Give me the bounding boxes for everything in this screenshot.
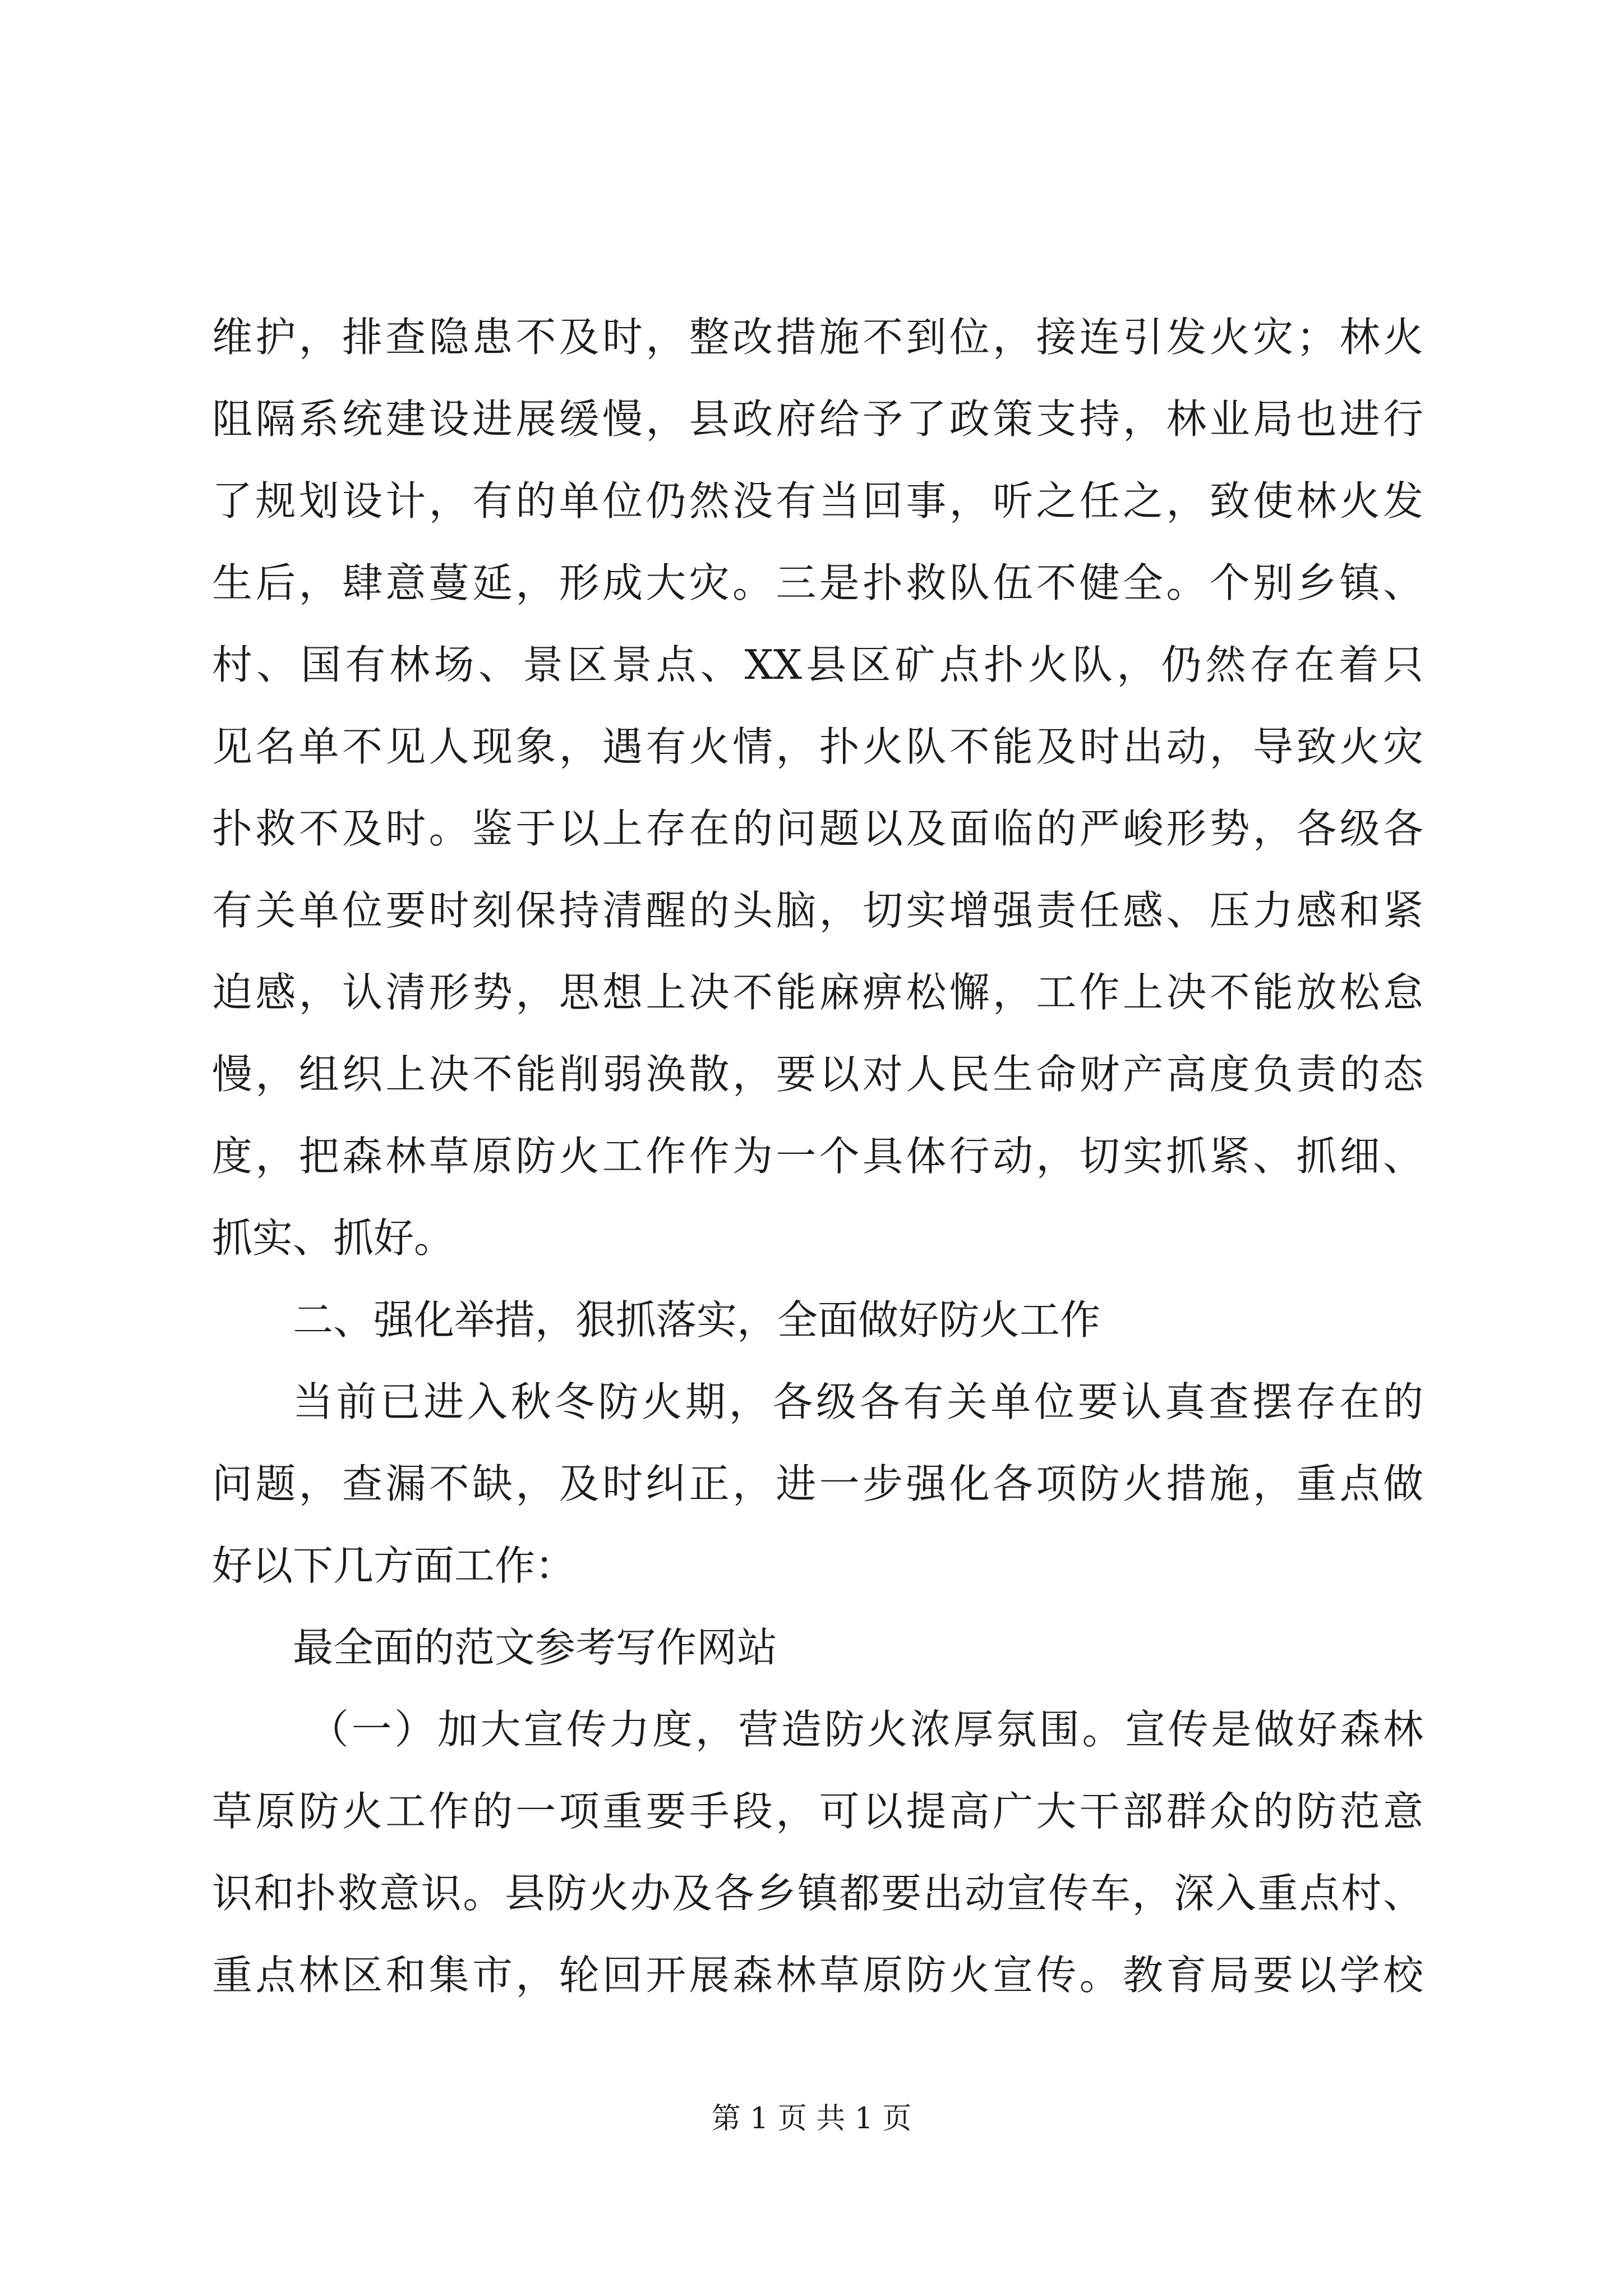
text-line: 见名单不见人现象，遇有火情，扑火队不能及时出动，导致火灾 xyxy=(212,723,1423,770)
text-line: 迫感，认清形势，思想上决不能麻痹松懈，工作上决不能放松怠 xyxy=(212,969,1423,1016)
body-text xyxy=(212,296,1423,2016)
section-heading: 二、强化举措，狠抓落实，全面做好防火工作 xyxy=(293,1296,1101,1343)
subsection-line: （一）加大宣传力度，营造防火浓厚氛围。宣传是做好森林 xyxy=(308,1706,1423,1753)
text-line: 有关单位要时刻保持清醒的头脑，切实增强责任感、压力感和紧 xyxy=(212,887,1423,934)
text-line: 好以下几方面工作： xyxy=(212,1542,576,1589)
page-footer: 第 1 页 共 1 页 xyxy=(711,2102,912,2136)
text-line: 重点林区和集市，轮回开展森林草原防火宣传。教育局要以学校 xyxy=(212,1952,1423,1999)
text-line: 了规划设计，有的单位仍然没有当回事，听之任之，致使林火发 xyxy=(212,477,1423,524)
text-line: 问题，查漏不缺，及时纠正，进一步强化各项防火措施，重点做 xyxy=(212,1460,1423,1507)
text-line: 慢，组织上决不能削弱涣散，要以对人民生命财产高度负责的态 xyxy=(212,1051,1423,1098)
text-line: 抓实、抓好。 xyxy=(212,1214,455,1262)
text-line: 维护，排查隐患不及时，整改措施不到位，接连引发火灾；林火 xyxy=(212,314,1423,361)
text-line: 扑救不及时。鉴于以上存在的问题以及面临的严峻形势，各级各 xyxy=(212,805,1423,852)
text-line: 村、国有林场、景区景点、XX县区矿点扑火队，仍然存在着只 xyxy=(212,641,1423,688)
text-line: 阻隔系统建设进展缓慢，县政府给予了政策支持，林业局也进行 xyxy=(212,395,1423,443)
website-note: 最全面的范文参考写作网站 xyxy=(293,1624,778,1671)
text-line: 生后，肆意蔓延，形成大灾。三是扑救队伍不健全。个别乡镇、 xyxy=(212,559,1423,606)
text-line: 度，把森林草原防火工作作为一个具体行动，切实抓紧、抓细、 xyxy=(212,1133,1423,1180)
text-line: 草原防火工作的一项重要手段，可以提高广大干部群众的防范意 xyxy=(212,1788,1423,1835)
text-line: 识和扑救意识。县防火办及各乡镇都要出动宣传车，深入重点村、 xyxy=(212,1870,1423,1917)
text-line: 当前已进入秋冬防火期，各级各有关单位要认真查摆存在的 xyxy=(293,1378,1423,1425)
